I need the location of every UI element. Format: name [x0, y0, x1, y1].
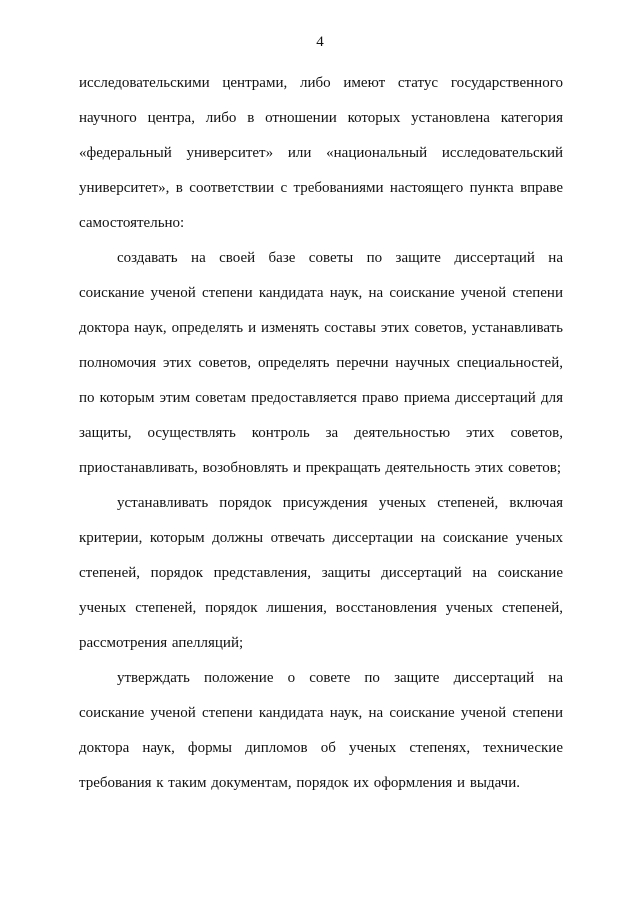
document-body — [79, 66, 563, 801]
paragraph-award-procedure: устанавливать порядок присуждения ученых степеней, включая критерии, которым должны отвечать диссертации на соискание ученых степеней, порядок представления, защиты диссертаций на соискание ученых степеней, порядок лишения, восстановления ученых степеней, рассмотрения апелляций; — [79, 495, 563, 651]
page-number: 4 — [316, 34, 324, 50]
paragraph-continuation: исследовательскими центрами, либо имеют статус государственного научного центра, либо в отношении которых установлена категория «федеральный университет» или «национальный исследовательский университет», в соответствии с требованиями настоящего пункта вправе самостоятельно: — [79, 75, 563, 231]
paragraph-create-councils: создавать на своей базе советы по защите диссертаций на соискание ученой степени кандидата наук, на соискание ученой степени доктора наук, определять и изменять составы этих советов, устанавливать полномочия этих советов, определять перечни научных специальностей, по которым этим советам предоставляется право приема диссертаций для защиты, осуществлять контроль за деятельностью этих советов, приостанавливать, возобновлять и прекращать деятельность этих советов; — [79, 250, 563, 476]
paragraph-approve-regulations: утверждать положение о совете по защите диссертаций на соискание ученой степени кандидата наук, на соискание ученой степени доктора наук, формы дипломов об ученых степенях, технические требования к таким документам, порядок их оформления и выдачи. — [79, 670, 563, 791]
